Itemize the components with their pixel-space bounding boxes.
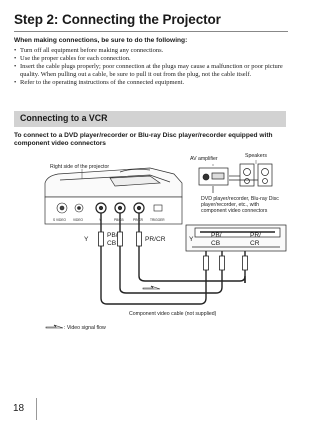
port-label-pr: PR/CR <box>133 218 143 222</box>
bullet-item: • Refer to the operating instructions of the connected equipment. <box>14 79 185 87</box>
bullet-item: • Insert the cable plugs properly; poor connection at the plugs may cause a malfunction or poor picture quality. When pulling out a cable, be sure to pull it out from the plug, not the cable itself. <box>14 63 283 79</box>
speakers-label: Speakers <box>245 153 267 159</box>
player-pb-connector-label: PB/ <box>211 232 222 239</box>
page-number-divider <box>36 398 37 420</box>
player-cb-connector-label: CB <box>211 240 221 247</box>
trigger-port-icon <box>154 205 162 211</box>
port-label-pb: PB/CB <box>114 218 124 222</box>
projector-illustration <box>45 168 182 224</box>
projector-y-connector-label: Y <box>84 236 89 243</box>
projector-pr-connector-label: PR/CR <box>145 236 166 243</box>
bullet-item: • Use the proper cables for each connection. <box>14 55 131 63</box>
dvd-player-illustration <box>186 225 286 251</box>
port-label-video: VIDEO <box>73 218 83 222</box>
av-amplifier-label: AV amplifier <box>190 156 218 162</box>
port-label-svideo: S VIDEO <box>53 218 66 222</box>
player-cr-connector-label: CR <box>250 240 260 247</box>
page-number: 18 <box>13 403 25 414</box>
legend-label: : Video signal flow <box>64 325 106 331</box>
projector-cb-connector-label: CB <box>107 240 117 247</box>
player-y-connector-label: Y <box>189 236 194 243</box>
section-banner-title: Connecting to a VCR <box>20 113 108 123</box>
port-label-trigger: TRIGGER <box>150 218 165 222</box>
intro-heading: When making connections, be sure to do the following: <box>14 37 188 44</box>
bullet-item: • Turn off all equipment before making any connections. <box>14 47 164 54</box>
cable-label: Component video cable (not supplied) <box>129 311 217 317</box>
signal-flow-arrow-icon <box>143 286 160 289</box>
dvd-player-label: DVD player/recorder, Blu-ray Disc player/recorder, etc., with component video connectors <box>201 196 279 215</box>
projector-pb-connector-label: PB/ <box>107 232 118 239</box>
player-cable-stubs <box>204 251 248 283</box>
subheading: To connect to a DVD player/recorder or Blu-ray Disc player/recorder equipped with component video connectors <box>14 132 273 148</box>
av-amplifier-illustration <box>199 168 228 185</box>
player-pr-connector-label: PR/ <box>250 232 261 239</box>
port-label-y: Y <box>99 218 102 222</box>
speakers-illustration <box>240 164 272 186</box>
legend-arrow-icon <box>46 325 63 328</box>
projector-side-label: Right side of the projector <box>50 164 110 170</box>
page-title: Step 2: Connecting the Projector <box>14 12 221 27</box>
